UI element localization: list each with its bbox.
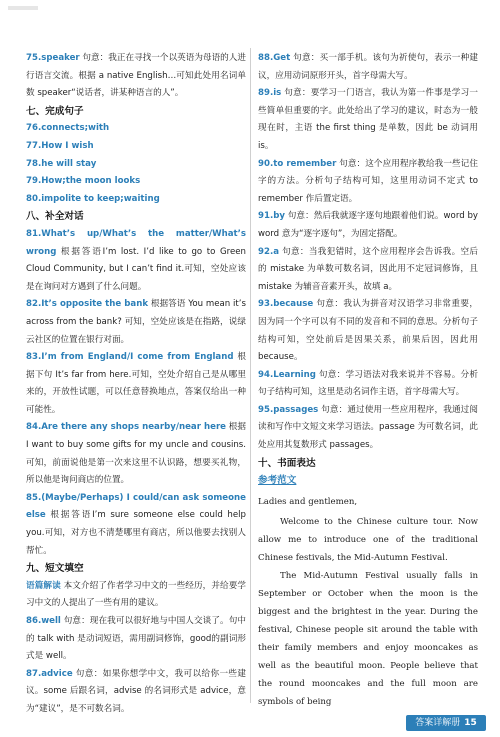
section-heading: 九、短文填空: [26, 563, 84, 575]
answer-item: [258, 85, 478, 155]
page-footer: [406, 715, 486, 731]
item-explanation: 句意：通过使用一些应用程序，我通过阅读和写作中文短文来学习语法。passage 为可数名词，此处应用其复数形式 passages。: [258, 404, 478, 451]
item-number: 77.: [26, 140, 42, 151]
item-number: 84.: [26, 422, 42, 433]
item-explanation: 句意：买一部手机。该句为祈使句，表示一种建议，应用动词原形开头，首字母需大写。: [258, 53, 478, 81]
item-number: 85.: [26, 492, 42, 503]
answer-item: [258, 402, 478, 455]
item-explanation: 句意：当我犯错时，这个应用程序会告诉我。空后的 mistake 为单数可数名词，因此用不定冠词修饰，且 mistake 为辅音音素开头，故填 a。: [258, 246, 478, 292]
item-explanation: 根据答语I’m sure someone else could help you.可知，对方也不清楚哪里有商店，所以他要去找别人帮忙。: [26, 510, 246, 556]
summary-label: 语篇解读: [26, 580, 61, 591]
item-explanation: 句意：我认为拼音对汉语学习非常重要，因为同一个字可以有不同的发音和不同的意思。分析句子结构可知，空处前后是因果关系，前果后因，因此用 because。: [258, 299, 478, 363]
item-explanation: 句意：现在我可以很好地与中国人交谈了。句中的 talk with 是动词短语，需用副词修饰，good的副词形式是 well。: [26, 616, 246, 662]
item-number: 82.: [26, 299, 42, 310]
item-explanation: 根据答语I’m lost. I’d like to go to Green Cloud Community, but I can’t find it.可知，空处应该是在询问对方遇到了什么问题。: [26, 246, 246, 292]
item-number: 78.: [26, 158, 42, 169]
left-column: [26, 50, 246, 719]
answer-item: [26, 120, 246, 138]
right-column: [258, 50, 478, 711]
answer-item: [26, 349, 246, 419]
item-answer: How I wish: [41, 140, 94, 151]
column-divider: [250, 48, 251, 703]
item-number: 91.by: [258, 211, 285, 222]
item-answer: he will stay: [41, 158, 97, 169]
essay-paragraph: The Mid-Autumn Festival usually falls in September or October when the moon is the biggest and the brightest in the year. During the festival, Chinese people sit around the table with their family members and enjoy mooncakes as well as the beautiful moon. People believe that the round mooncakes and the full moon are symbols of being: [258, 571, 478, 708]
section-heading: 参考范文: [258, 475, 297, 487]
answer-item: [258, 50, 478, 85]
item-answer: I’m from England/I come from England: [41, 352, 234, 363]
answer-item: [26, 173, 246, 191]
item-number: 93.because: [258, 299, 314, 310]
answer-item: [258, 244, 478, 297]
item-number: 79.: [26, 176, 42, 187]
footer-label: 答案详解册: [415, 718, 461, 728]
answer-item: [26, 490, 246, 560]
item-answer: How;the moon looks: [41, 176, 141, 187]
essay-salutation: Ladies and gentlemen,: [258, 496, 358, 507]
item-number: 92.a: [258, 246, 280, 257]
item-number: 80.: [26, 193, 42, 204]
section-heading: 八、补全对话: [26, 211, 84, 223]
item-answer: What’s up/What’s the matter/What’s wrong: [26, 228, 246, 257]
answer-item: [258, 156, 478, 209]
answer-item: [26, 138, 246, 156]
item-answer: impolite to keep;waiting: [41, 193, 160, 204]
item-number: 86.well: [26, 616, 61, 626]
summary-text: 本文介绍了作者学习中文的一些经历，并给要学习中文的人提出了一些有用的建议。: [26, 580, 246, 609]
answer-item: [258, 296, 478, 366]
item-explanation: 句意：这个应用程序教给我一些记住字的方法。分析句子结构可知，这里用动词不定式 to remember 作后置定语。: [258, 158, 478, 204]
item-explanation: 根据 I want to buy some gifts for my uncle and cousins. 可知，前面说他是第一次来这里不认识路，想要买礼物，所以他是询问商店的位置。: [26, 422, 247, 486]
answer-item: [26, 419, 246, 489]
item-number: 83.: [26, 352, 42, 363]
item-number: 87.advice: [26, 668, 73, 679]
item-answer: Are there any shops nearby/near here: [41, 422, 227, 433]
page-number: 15: [464, 718, 477, 728]
item-number: 89.is: [258, 88, 282, 99]
answer-item: [26, 156, 246, 174]
answer-item: [26, 191, 246, 209]
item-number: 81.: [26, 228, 42, 239]
item-number: 88.Get: [258, 53, 291, 63]
item-explanation: 句意：我正在寻找一个以英语为母语的人进行语言交流。根据 a native English…可知此处用名词单数 speaker“说话者，讲某种语言的人”。: [26, 53, 246, 99]
item-explanation: 句意：如果你想学中文，我可以给你一些建议。some 后跟名词，advise 的名词形式是 advice，意为“建议”，是不可数名词。: [26, 668, 246, 714]
answer-item: [258, 208, 478, 243]
item-explanation: 句意：然后我就逐字逐句地跟着他们说。word by word 意为“逐字逐句”，为固定搭配。: [258, 211, 478, 239]
item-number: 75.speaker: [26, 53, 80, 63]
answer-item: [26, 226, 246, 296]
item-answer: (Maybe/Perhaps) I could/can ask someone else: [26, 492, 246, 521]
item-number: 94.Learning: [258, 369, 316, 380]
item-explanation: 根据下句 It’s far from here.可知，空处介绍自己是从哪里来的，开放性试题，可以任意替换地点，答案仅给出一种可能性。: [26, 352, 247, 415]
answer-item: [26, 613, 246, 666]
item-number: 95.passages: [258, 404, 319, 415]
answer-item: [26, 296, 246, 349]
item-number: 90.to remember: [258, 158, 337, 169]
item-number: 76.: [26, 123, 42, 134]
item-answer: It’s opposite the bank: [41, 299, 149, 310]
section-heading: 七、完成句子: [26, 105, 84, 117]
answer-item: [26, 50, 246, 103]
item-explanation: 根据答语 You mean it’s across from the bank? 可知，空处应该是在指路，说绿云社区的位置在银行对面。: [26, 299, 247, 345]
answer-item: [26, 666, 246, 719]
item-explanation: 句意：要学习一门语言，我认为第一件事是学习一些简单但重要的字。此处给出了学习的建议，时态为一般现在时，主语 the first thing 是单数，因此 be 动词用 is。: [258, 88, 478, 151]
answer-item: [258, 367, 478, 402]
passage-summary: [26, 578, 246, 613]
top-mark: [8, 6, 38, 10]
item-answer: connects;with: [41, 123, 110, 134]
section-heading: 十、书面表达: [258, 457, 316, 469]
essay-paragraph: Welcome to the Chinese culture tour. Now allow me to introduce one of the traditional Chinese festivals, the Mid-Autumn Festival.: [258, 517, 478, 564]
item-explanation: 句意：学习语法对我来说并不容易。分析句子结构可知，这里是动名词作主语，首字母需大写。: [258, 369, 478, 398]
